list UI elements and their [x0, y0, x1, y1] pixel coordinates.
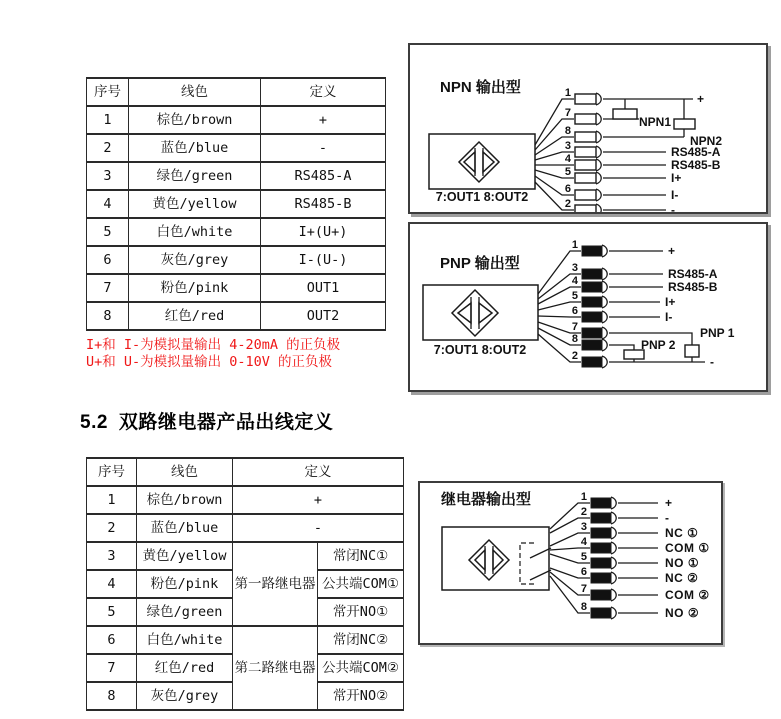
- wire-number: 5: [580, 551, 587, 563]
- cell-num: 2: [87, 514, 137, 542]
- cell-contact: 常闭NC①: [318, 542, 404, 570]
- wire-number: 3: [580, 521, 587, 533]
- wire-label: +: [668, 244, 676, 258]
- wire-group: [535, 99, 671, 150]
- header-cell-index: 序号: [87, 458, 137, 486]
- diagram-title: PNP 输出型: [440, 255, 520, 272]
- wire-label: NO ②: [665, 606, 700, 620]
- note-line: I+和 I-为模拟量输出 4-20mA 的正负极: [86, 337, 341, 353]
- cell-num: 5: [87, 598, 137, 626]
- wire-terminal: [591, 513, 611, 523]
- cell-color: 黄色/yellow: [137, 542, 233, 570]
- cell-num: 7: [87, 274, 129, 302]
- wire-number: 6: [571, 305, 578, 317]
- wire-number: 6: [564, 183, 571, 195]
- wire-terminal: [582, 297, 602, 307]
- cell-contact: 公共端COM②: [318, 654, 404, 682]
- wire-terminal: [582, 328, 602, 338]
- diagram-title: 继电器输出型: [441, 491, 532, 508]
- table-row: [87, 246, 386, 274]
- sensor-box-label: 7:OUT1 8:OUT2: [433, 343, 527, 357]
- wire-label: I+: [665, 295, 676, 309]
- header-cell-def: 定义: [261, 78, 386, 106]
- wire-label: I-: [665, 310, 673, 324]
- wire-terminal: [582, 340, 602, 350]
- cell-color: 绿色/green: [137, 598, 233, 626]
- wire-label: PNP 2: [641, 338, 676, 352]
- wire-terminal: [575, 190, 596, 200]
- wire-definition-table-standard: [86, 77, 386, 331]
- cell-num: 4: [87, 570, 137, 598]
- cell-color: 棕色/brown: [137, 486, 233, 514]
- wire-number: 1: [580, 491, 587, 503]
- cell-color: 红色/red: [129, 302, 261, 330]
- sensor-body: [429, 134, 535, 189]
- wire-group: [535, 166, 681, 185]
- wire-label: NPN1: [639, 115, 672, 129]
- wire-terminal: [575, 132, 596, 142]
- wire-definition-table-relay: [86, 457, 404, 711]
- cell-def: RS485-B: [261, 190, 386, 218]
- relay-contacts-dashed: [520, 543, 551, 584]
- cell-def: OUT2: [261, 302, 386, 330]
- wire-terminal: [591, 543, 611, 553]
- cell-color: 红色/red: [137, 654, 233, 682]
- cell-color: 灰色/grey: [129, 246, 261, 274]
- wire-terminal: [591, 573, 611, 583]
- wire-number: 2: [580, 506, 587, 518]
- wire-terminal: [582, 282, 602, 292]
- wire-label: NO ①: [665, 556, 700, 570]
- table-row: [87, 218, 386, 246]
- sensor-body: [442, 527, 549, 590]
- cell-num: 6: [87, 626, 137, 654]
- wire-group: [535, 182, 675, 212]
- sensor-body: [423, 285, 538, 340]
- cell-contact: 常开NO①: [318, 598, 404, 626]
- wire-label: RS485-B: [671, 158, 721, 172]
- cell-color: 白色/white: [129, 218, 261, 246]
- diagram-title: NPN 输出型: [440, 79, 521, 96]
- wire-terminal: [575, 114, 596, 124]
- sensor-symbol: [459, 142, 499, 182]
- table-header-row: [87, 458, 404, 486]
- cell-num: 1: [87, 486, 137, 514]
- wire-label: NC ①: [665, 526, 699, 540]
- cell-def: -: [261, 134, 386, 162]
- table-row: [87, 190, 386, 218]
- wire-terminal: [582, 269, 602, 279]
- table-row: [87, 162, 386, 190]
- wire-number: 3: [571, 262, 578, 274]
- cell-contact: 常开NO②: [318, 682, 404, 710]
- cell-color: 粉色/pink: [129, 274, 261, 302]
- wire-terminal: [582, 246, 602, 256]
- wire-terminal: [575, 147, 596, 157]
- header-cell-index: 序号: [87, 78, 129, 106]
- cell-color: 粉色/pink: [137, 570, 233, 598]
- cell-def: RS485-A: [261, 162, 386, 190]
- wire-number: 7: [580, 583, 587, 595]
- wire-number: 8: [580, 601, 587, 613]
- wire-label: NPN2: [690, 134, 723, 148]
- header-cell-def: 定义: [233, 458, 404, 486]
- wire-label: NC ②: [665, 571, 699, 585]
- cell-num: 4: [87, 190, 129, 218]
- cell-def: I+(U+): [261, 218, 386, 246]
- load-resistor: [674, 119, 695, 129]
- wire-label: RS485-A: [671, 145, 721, 159]
- table-row: [87, 134, 386, 162]
- wire-number: 8: [571, 333, 578, 345]
- wire-label: COM ①: [665, 541, 710, 555]
- analog-output-note: [86, 337, 340, 370]
- wire-label: RS485-B: [668, 280, 718, 294]
- wire-label: I-: [671, 188, 679, 202]
- wire-label: COM ②: [665, 588, 710, 602]
- header-cell-color: 线色: [137, 458, 233, 486]
- wire-number: 1: [571, 239, 578, 251]
- wire-group: [538, 305, 672, 324]
- table-row: [87, 302, 386, 330]
- cell-num: 3: [87, 542, 137, 570]
- cell-num: 6: [87, 246, 129, 274]
- cell-color: 绿色/green: [129, 162, 261, 190]
- header-cell-color: 线色: [129, 78, 261, 106]
- wire-terminal: [591, 558, 611, 568]
- cell-def: OUT1: [261, 274, 386, 302]
- wire-label: -: [665, 511, 670, 525]
- table-row: [87, 274, 386, 302]
- cell-relay-group: 第一路继电器: [233, 542, 318, 626]
- wire-terminal: [591, 528, 611, 538]
- relay-wiring-svg: [420, 483, 721, 643]
- table-row: [87, 514, 404, 542]
- wire-number: 7: [571, 321, 578, 333]
- cell-def: +: [233, 486, 404, 514]
- cell-num: 7: [87, 654, 137, 682]
- wire-number: 2: [571, 350, 578, 362]
- wire-number: 2: [564, 198, 571, 210]
- wire-number: 5: [571, 290, 578, 302]
- cell-def: +: [261, 106, 386, 134]
- wire-terminal: [591, 498, 611, 508]
- cell-color: 蓝色/blue: [129, 134, 261, 162]
- wire-number: 4: [580, 536, 587, 548]
- sensor-symbol: [452, 290, 498, 336]
- cell-num: 2: [87, 134, 129, 162]
- cell-def: -: [233, 514, 404, 542]
- section-heading: [80, 407, 333, 434]
- npn-output-diagram: [408, 43, 768, 214]
- wire-number: 3: [564, 140, 571, 152]
- cell-num: 8: [87, 302, 129, 330]
- wire-terminal: [575, 173, 596, 183]
- wire-terminal: [575, 94, 596, 104]
- table-header-row: [87, 78, 386, 106]
- section-title: 双路继电器产品出线定义: [118, 412, 334, 433]
- table-row: [87, 486, 404, 514]
- cell-color: 黄色/yellow: [129, 190, 261, 218]
- cell-color: 灰色/grey: [137, 682, 233, 710]
- cell-contact: 公共端COM①: [318, 570, 404, 598]
- load-resistor: [685, 345, 699, 357]
- wire-terminal: [582, 357, 602, 367]
- wire-terminal: [582, 312, 602, 322]
- wire-number: 4: [571, 275, 578, 287]
- pnp-output-diagram: [408, 222, 768, 392]
- wire-terminal: [575, 205, 596, 212]
- pnp-wiring-svg: [410, 224, 766, 390]
- sensor-box-label: 7:OUT1 8:OUT2: [435, 190, 529, 204]
- cell-contact: 常闭NC②: [318, 626, 404, 654]
- wire-label: PNP 1: [700, 326, 735, 340]
- wire-terminal: [591, 590, 611, 600]
- table-row: [87, 106, 386, 134]
- cell-num: 8: [87, 682, 137, 710]
- wire-number: 4: [564, 153, 571, 165]
- load-resistor: [613, 109, 637, 119]
- wire-label: RS485-A: [668, 267, 718, 281]
- wire-label: -: [671, 203, 675, 212]
- cell-num: 5: [87, 218, 129, 246]
- cell-color: 棕色/brown: [129, 106, 261, 134]
- sensor-symbol: [469, 540, 509, 580]
- table-row: [87, 626, 404, 654]
- wire-terminal: [591, 608, 611, 618]
- cell-def: I-(U-): [261, 246, 386, 274]
- wire-number: 7: [564, 107, 571, 119]
- wire-label: -: [710, 355, 714, 369]
- wire-group: [535, 176, 678, 202]
- wire-number: 6: [580, 566, 587, 578]
- cell-num: 3: [87, 162, 129, 190]
- table-row: [87, 542, 404, 570]
- wire-number: 1: [564, 87, 571, 99]
- wire-number: 8: [564, 125, 571, 137]
- cell-num: 1: [87, 106, 129, 134]
- npn-wiring-svg: [410, 45, 766, 212]
- wire-label: +: [665, 496, 673, 510]
- cell-relay-group: 第二路继电器: [233, 626, 318, 710]
- section-number: 5.2: [80, 412, 108, 433]
- cell-color: 白色/white: [137, 626, 233, 654]
- note-line: U+和 U-为模拟量输出 0-10V 的正负极: [86, 353, 333, 370]
- wire-number: 5: [564, 166, 571, 178]
- relay-output-diagram: [418, 481, 723, 645]
- wire-terminal: [575, 160, 596, 170]
- wire-group: [538, 275, 718, 304]
- cell-color: 蓝色/blue: [137, 514, 233, 542]
- wire-label: I+: [671, 171, 682, 185]
- wire-label: +: [697, 92, 705, 106]
